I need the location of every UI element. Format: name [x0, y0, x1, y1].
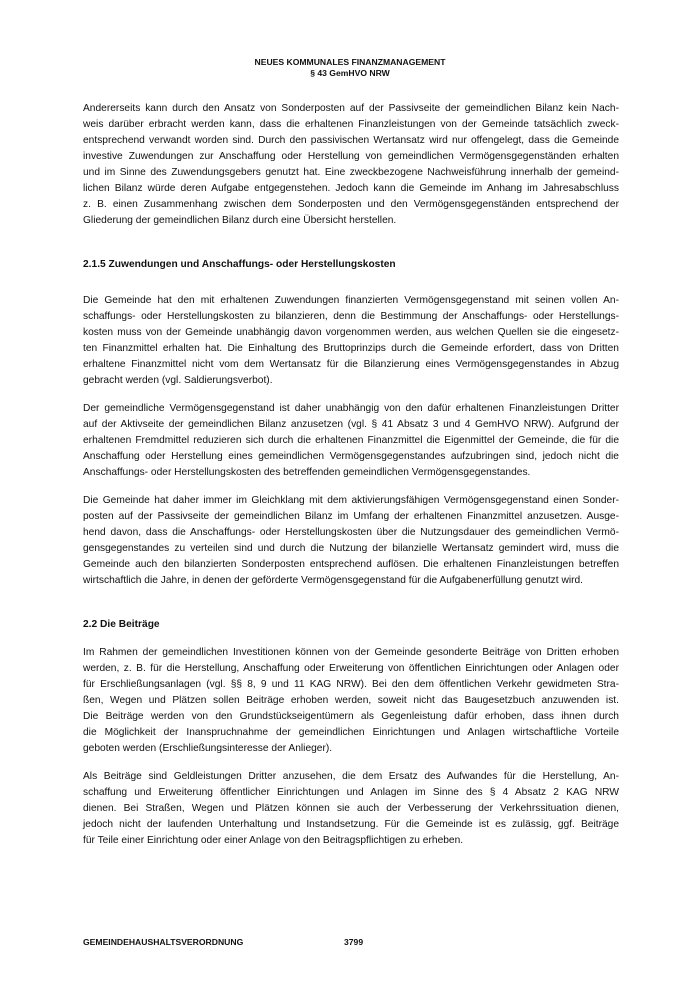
header-subtitle: § 43 GemHVO NRW	[310, 68, 390, 78]
text-line: Im Rahmen der gemeindlichen Investitionen können von der Gemeinde gesonderte Beiträge von Dritten erhoben	[83, 647, 619, 658]
text-line: und im Sinne des Zuwendungsgebers genutzt hat. Eine zweckbezogene Nachweisführung innerhalb der gemeind-	[83, 167, 619, 178]
text-line: die Möglichkeit der Inanspruchnahme der gemeindlichen Einrichtungen und Anlagen wirtschaftliche Vorteile	[83, 727, 619, 738]
page-number: 3799	[344, 937, 364, 947]
paragraph-passivseite	[83, 101, 619, 229]
text-line: kosten muss von der Gemeinde unabhängig davon vorgenommen werden, aus welchen Quellen sie die eingesetz-	[83, 327, 619, 338]
text-line: werden, z. B. für die Herstellung, Anschaffung oder Erweiterung von öffentlichen Einrichtungen oder Anlagen oder	[83, 663, 619, 674]
text-line: Die Beiträge werden von den Grundstückseigentümern als Gegenleistung dafür erhoben, dass ihnen durch	[83, 711, 619, 722]
text-line: schaffung und Erweiterung öffentlicher Einrichtungen und Anlagen im Sinne des § 4 Absatz 2 KAG NRW	[83, 787, 619, 798]
text-line: lichen Bilanz würde deren Aufgabe entgegenstehen. Jedoch kann die Gemeinde im Anhang im Jahresabschluss	[83, 183, 619, 194]
text-line: wirtschaftlich die Jahre, in denen der geförderte Vermögensgegenstand für die Aufgabenerfüllung genutzt wird.	[83, 575, 584, 586]
header-title: NEUES KOMMUNALES FINANZMANAGEMENT	[254, 57, 446, 67]
paragraph-sonderposten	[83, 493, 619, 589]
paragraph-bruttoprinzip	[83, 293, 619, 389]
text-line: Anschaffungs- oder Herstellungskosten des betreffenden gemeindlichen Vermögensgegenstandes.	[83, 467, 531, 478]
page-header	[0, 57, 700, 79]
paragraph-aktivseite	[83, 401, 619, 481]
text-line: ßen, Wegen und Plätzen sollen Beiträge erhoben werden, soweit nicht das Baugesetzbuch anzuwenden ist.	[83, 695, 619, 706]
text-line: entsprechend verwandt worden sind. Durch den passivischen Wertansatz wird nur offengelegt, dass die Gemeinde	[83, 135, 619, 146]
text-line: investive Zuwendungen zur Anschaffung oder Herstellung von gemeindlichen Vermögensgegenständen erhalten	[83, 151, 619, 162]
text-line: Anschaffung oder Herstellung eines gemeindlichen Vermögensgegenstandes aufzubringen sind, jedoch nicht die	[83, 451, 619, 462]
text-line: ten Finanzmittel erhalten hat. Die Einhaltung des Bruttoprinzips durch die Gemeinde erfordert, dass von Dritten	[83, 343, 619, 354]
text-line: gensgegenstandes zu verteilen sind und durch die Nutzung der bilanzielle Wertansatz gemindert wird, muss die	[83, 543, 619, 554]
text-line: geboten werden (Erschließungsinteresse der Anlieger).	[83, 743, 333, 754]
footer-title: GEMEINDEHAUSHALTSVERORDNUNG	[83, 937, 244, 947]
paragraph-geldleistungen	[83, 769, 619, 849]
text-line: Die Gemeinde hat den mit erhaltenen Zuwendungen finanzierten Vermögensgegenstand mit seinen vollen An-	[83, 295, 619, 306]
text-line: erhaltenen Fremdmittel reduzieren sich durch die erhaltenen Finanzmittel die Eigenmittel der Gemeinde, die für die	[83, 435, 619, 446]
text-line: jedoch nicht der laufenden Unterhaltung und Instandsetzung. Für die Gemeinde ist es zulässig, ggf. Beiträge	[83, 819, 619, 830]
text-line: schaffungs- oder Herstellungskosten zu bilanzieren, denn die Bestimmung der Anschaffungs- oder Herstellungs-	[83, 311, 619, 322]
text-line: hend davon, dass die Anschaffungs- oder Herstellungskosten über die Nutzungsdauer des gemeindlichen Vermö-	[83, 527, 619, 538]
text-line: Der gemeindliche Vermögensgegenstand ist daher unabhängig von den dafür erhaltenen Finanzleistungen Dritter	[83, 403, 619, 414]
document-body	[83, 101, 619, 849]
text-line: posten auf der Passivseite der gemeindlichen Bilanz im Umfang der erhaltenen Finanzmittel anzusetzen. Ausge-	[83, 511, 619, 522]
text-line: für Teile einer Einrichtung oder einer Anlage von den Beitragspflichtigen zu erheben.	[83, 835, 464, 846]
text-line: weis darüber erbracht werden kann, dass die erhaltenen Finanzleistungen von der Gemeinde tatsächlich zweck-	[83, 119, 619, 130]
text-line: gebracht werden (vgl. Saldierungsverbot).	[83, 375, 273, 386]
text-line: erhaltene Finanzmittel nicht vom dem Wertansatz für die Bilanzierung eines Vermögensgegenstandes in Abzug	[83, 359, 619, 370]
section-heading-2-1-5: 2.1.5 Zuwendungen und Anschaffungs- oder Herstellungskosten	[83, 259, 396, 270]
text-line: Andererseits kann durch den Ansatz von Sonderposten auf der Passivseite der gemeindlichen Bilanz kein Nach-	[83, 103, 619, 114]
text-line: Die Gemeinde hat daher immer im Gleichklang mit dem aktivierungsfähigen Vermögensgegenstand einen Sonder-	[83, 495, 619, 506]
text-line: Gemeinde auch den bilanzierten Sonderposten entsprechend auflösen. Die erhaltenen Finanzleistungen betreffen	[83, 559, 619, 570]
text-line: für Erschließungsanlagen (vgl. §§ 8, 9 und 11 KAG NRW). Bei den dem öffentlichen Verkehr gewidmeten Stra-	[83, 679, 619, 690]
text-line: dienen. Bei Straßen, Wegen und Plätzen können sie auch der Verbesserung der Verkehrssituation dienen,	[83, 803, 619, 814]
text-line: z. B. einen Zusammenhang zwischen dem Sonderposten und den Vermögensgegenständen entsprechend der	[83, 199, 619, 210]
text-line: auf der Aktivseite der gemeindlichen Bilanz anzusetzen (vgl. § 41 Absatz 3 und 4 GemHVO NRW). Aufgrund der	[83, 419, 619, 430]
paragraph-beitraege	[83, 645, 619, 757]
text-line: Als Beiträge sind Geldleistungen Dritter anzusehen, die dem Ersatz des Aufwandes für die Herstellung, An-	[83, 771, 619, 782]
text-line: Gliederung der gemeindlichen Bilanz durch eine Übersicht herstellen.	[83, 215, 397, 226]
section-heading-2-2: 2.2 Die Beiträge	[83, 619, 160, 630]
